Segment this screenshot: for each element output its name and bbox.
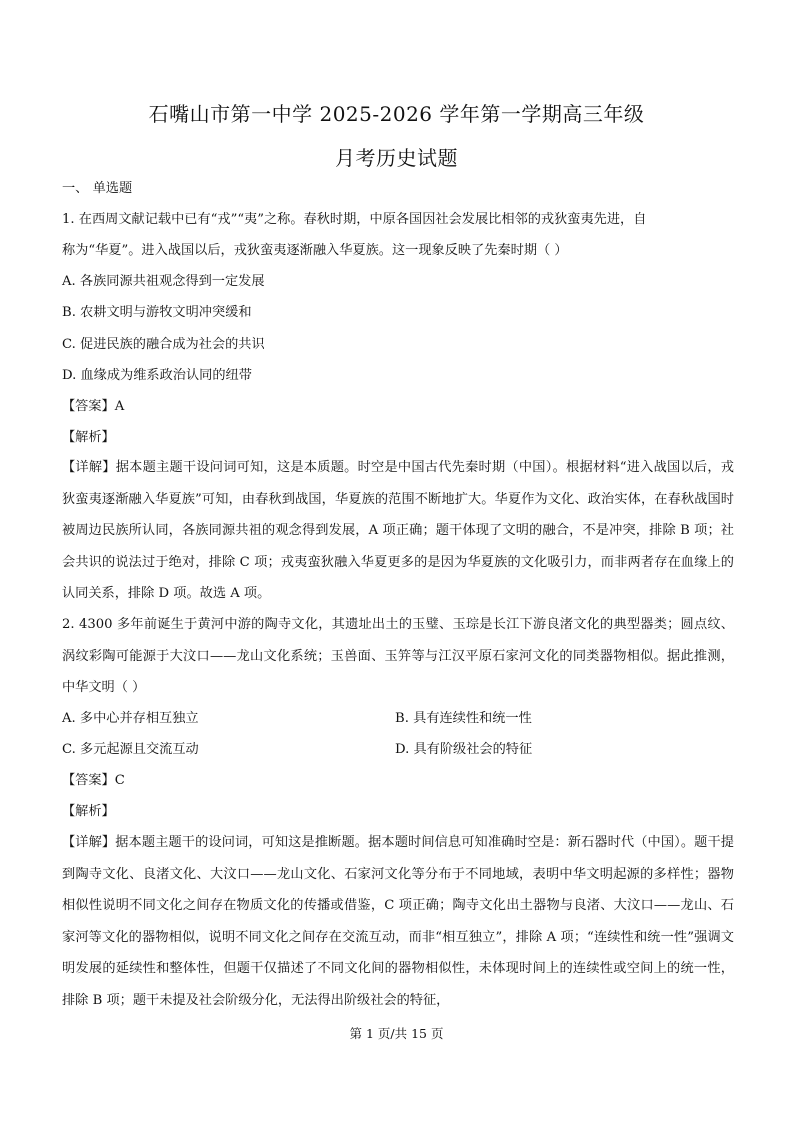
- q1-option-b: B. 农耕文明与游牧文明冲突缓和: [62, 305, 252, 320]
- q1-answer: 【答案】A: [62, 399, 125, 414]
- section-heading: 一、 单选题: [62, 181, 133, 196]
- q2-option-b: B. 具有连续性和统一性: [395, 711, 532, 726]
- exam-subtitle: 月考历史试题: [335, 146, 458, 170]
- q2-answer: 【答案】C: [62, 773, 125, 788]
- q1-stem-line2: 称为“华夏”。进入战国以后，戎狄蛮夷逐渐融入华夏族。这一现象反映了先秦时期（ ）: [62, 243, 568, 258]
- q2-detail: 【详解】据本题主题干的设问词，可知这是推断题。据本题时间信息可知准确时空是：新石器时代（中国）。题干提到陶寺文化、良渚文化、大汶口——龙山文化、石家河文化等分布于不同地域，表明中华文明起源的多样性；器物相似性说明不同文化之间存在物质文化的传播或借鉴，C 项正确；陶寺文化出土器物与良渚、大汶口——龙山、石家河等文化的器物相似，说明不同文化之间存在交流互动，而非“相互独立”，排除 A 项；“连续性和统一性”强调文明发展的延续性和整体性，但题干仅描述了不同文化间的器物相似性，未体现时间上的连续性或空间上的统一性，排除 B 项；题干未提及社会阶级分化，无法得出阶级社会的特征，: [62, 835, 734, 1008]
- q2-analysis-label: 【解析】: [62, 804, 115, 819]
- q2-option-a: A. 多中心并存相互独立: [62, 711, 199, 726]
- q2-stem: 2. 4300 多年前诞生于黄河中游的陶寺文化，其遗址出土的玉璧、玉琮是长江下游良渚文化的典型器类；圆点纹、涡纹彩陶可能源于大汶口——龙山文化系统；玉兽面、玉笄等与江汉平原石家河文化的同类器物相似。据此推测，中华文明（ ）: [62, 617, 734, 695]
- q1-detail: 【详解】据本题主题干设问词可知，这是本质题。时空是中国古代先秦时期（中国）。根据材料“进入战国以后，戎狄蛮夷逐渐融入华夏族”可知，由春秋到战国，华夏族的范围不断地扩大。华夏作为文化、政治实体，在春秋战国时被周边民族所认同，各族同源共祖的观念得到发展，A 项正确；题干体现了文明的融合，不是冲突，排除 B 项；社会共识的说法过于绝对，排除 C 项；戎夷蛮狄融入华夏更多的是因为华夏族的文化吸引力，而非两者存在血缘上的认同关系，排除 D 项。故选 A 项。: [62, 460, 734, 601]
- q1-option-a: A. 各族同源共祖观念得到一定发展: [62, 274, 265, 289]
- page-footer: 第 1 页/共 15 页: [349, 1026, 444, 1041]
- q1-analysis-label: 【解析】: [62, 430, 115, 445]
- q1-option-d: D. 血缘成为维系政治认同的纽带: [62, 368, 252, 383]
- q1-option-c: C. 促进民族的融合成为社会的共识: [62, 337, 265, 352]
- q1-stem-line1: 1. 在西周文献记载中已有“戎”“夷”之称。春秋时期，中原各国因社会发展比相邻的戎狄蛮夷先进，自: [62, 212, 647, 227]
- q2-option-d: D. 具有阶级社会的特征: [395, 742, 533, 757]
- exam-title: 石嘴山市第一中学 2025-2026 学年第一学期高三年级: [148, 102, 645, 126]
- q2-option-c: C. 多元起源且交流互动: [62, 742, 199, 757]
